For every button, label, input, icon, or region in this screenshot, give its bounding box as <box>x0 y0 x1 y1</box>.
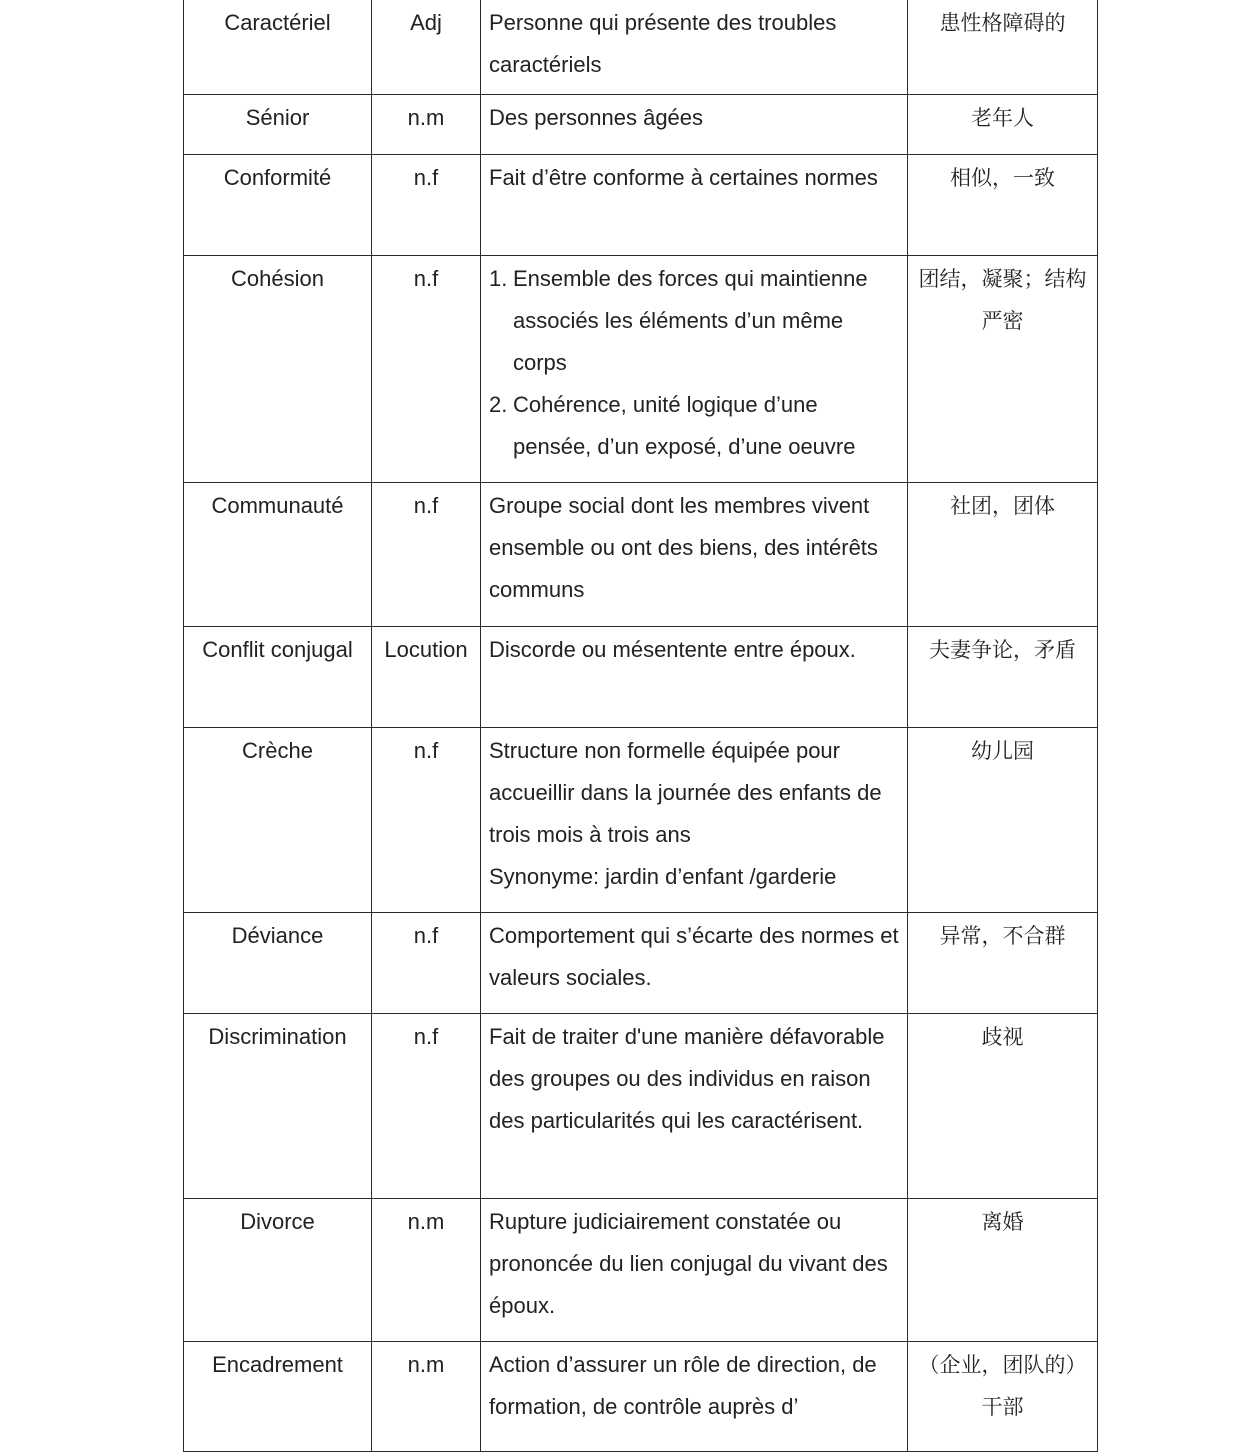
table-row <box>184 728 1098 913</box>
term-cell: Cohésion <box>184 256 372 483</box>
part-of-speech-cell: Locution <box>372 627 481 728</box>
definition-list <box>489 258 899 468</box>
translation-cell: 幼儿园 <box>908 728 1098 913</box>
part-of-speech-cell: Adj <box>372 0 481 95</box>
translation-cell: 老年人 <box>908 95 1098 155</box>
term-cell: Caractériel <box>184 0 372 95</box>
translation-cell: 患性格障碍的 <box>908 0 1098 95</box>
table-row <box>184 155 1098 256</box>
translation-cell: 异常，不合群 <box>908 913 1098 1014</box>
definition-number: 1. <box>489 266 508 291</box>
vocabulary-page <box>183 0 1097 1452</box>
part-of-speech-cell: n.m <box>372 95 481 155</box>
table-row <box>184 95 1098 155</box>
table-row <box>184 1342 1098 1452</box>
definition-cell <box>481 728 908 913</box>
part-of-speech-cell: n.f <box>372 728 481 913</box>
vocabulary-table <box>183 0 1098 1452</box>
definition-cell: Personne qui présente des troubles caractériels <box>481 0 908 95</box>
definition-cell: Discorde ou mésentente entre époux. <box>481 627 908 728</box>
table-row <box>184 256 1098 483</box>
table-row <box>184 1014 1098 1199</box>
term-cell: Conflit conjugal <box>184 627 372 728</box>
term-cell: Communauté <box>184 483 372 627</box>
translation-cell: 相似，一致 <box>908 155 1098 256</box>
definition-cell: Rupture judiciairement constatée ou prononcée du lien conjugal du vivant des époux. <box>481 1199 908 1342</box>
part-of-speech-cell: n.m <box>372 1342 481 1452</box>
translation-cell: 离婚 <box>908 1199 1098 1342</box>
part-of-speech-cell: n.m <box>372 1199 481 1342</box>
part-of-speech-cell: n.f <box>372 1014 481 1199</box>
table-row <box>184 483 1098 627</box>
table-row <box>184 627 1098 728</box>
definition-cell: Comportement qui s’écarte des normes et valeurs sociales. <box>481 913 908 1014</box>
definition-text: Structure non formelle équipée pour accueillir dans la journée des enfants de trois mois à trois ans <box>489 738 882 847</box>
definition-text: Ensemble des forces qui maintienne associés les éléments d’un même corps <box>513 266 868 375</box>
term-cell: Divorce <box>184 1199 372 1342</box>
part-of-speech-cell: n.f <box>372 155 481 256</box>
definition-item <box>489 384 899 468</box>
definition-cell: Fait d’être conforme à certaines normes <box>481 155 908 256</box>
synonym-text: Synonyme: jardin d’enfant /garderie <box>489 864 837 889</box>
table-row <box>184 913 1098 1014</box>
table-row <box>184 1199 1098 1342</box>
table-row <box>184 0 1098 95</box>
definition-cell: Action d’assurer un rôle de direction, de formation, de contrôle auprès d’ <box>481 1342 908 1452</box>
definition-cell: Groupe social dont les membres vivent ensemble ou ont des biens, des intérêts communs <box>481 483 908 627</box>
part-of-speech-cell: n.f <box>372 256 481 483</box>
definition-cell: Fait de traiter d'une manière défavorable des groupes ou des individus en raison des particularités qui les caractérisent. <box>481 1014 908 1199</box>
part-of-speech-cell: n.f <box>372 913 481 1014</box>
term-cell: Discrimination <box>184 1014 372 1199</box>
translation-cell: 歧视 <box>908 1014 1098 1199</box>
definition-cell <box>481 256 908 483</box>
term-cell: Sénior <box>184 95 372 155</box>
definition-number: 2. <box>489 392 508 417</box>
term-cell: Encadrement <box>184 1342 372 1452</box>
term-cell: Conformité <box>184 155 372 256</box>
definition-item <box>489 258 899 384</box>
term-cell: Crèche <box>184 728 372 913</box>
translation-cell: 团结，凝聚；结构严密 <box>908 256 1098 483</box>
definition-cell: Des personnes âgées <box>481 95 908 155</box>
term-cell: Déviance <box>184 913 372 1014</box>
definition-text: Cohérence, unité logique d’une pensée, d’un exposé, d’une oeuvre <box>513 392 856 459</box>
translation-cell: 夫妻争论，矛盾 <box>908 627 1098 728</box>
translation-cell: （企业，团队的）干部 <box>908 1342 1098 1452</box>
part-of-speech-cell: n.f <box>372 483 481 627</box>
translation-cell: 社团，团体 <box>908 483 1098 627</box>
